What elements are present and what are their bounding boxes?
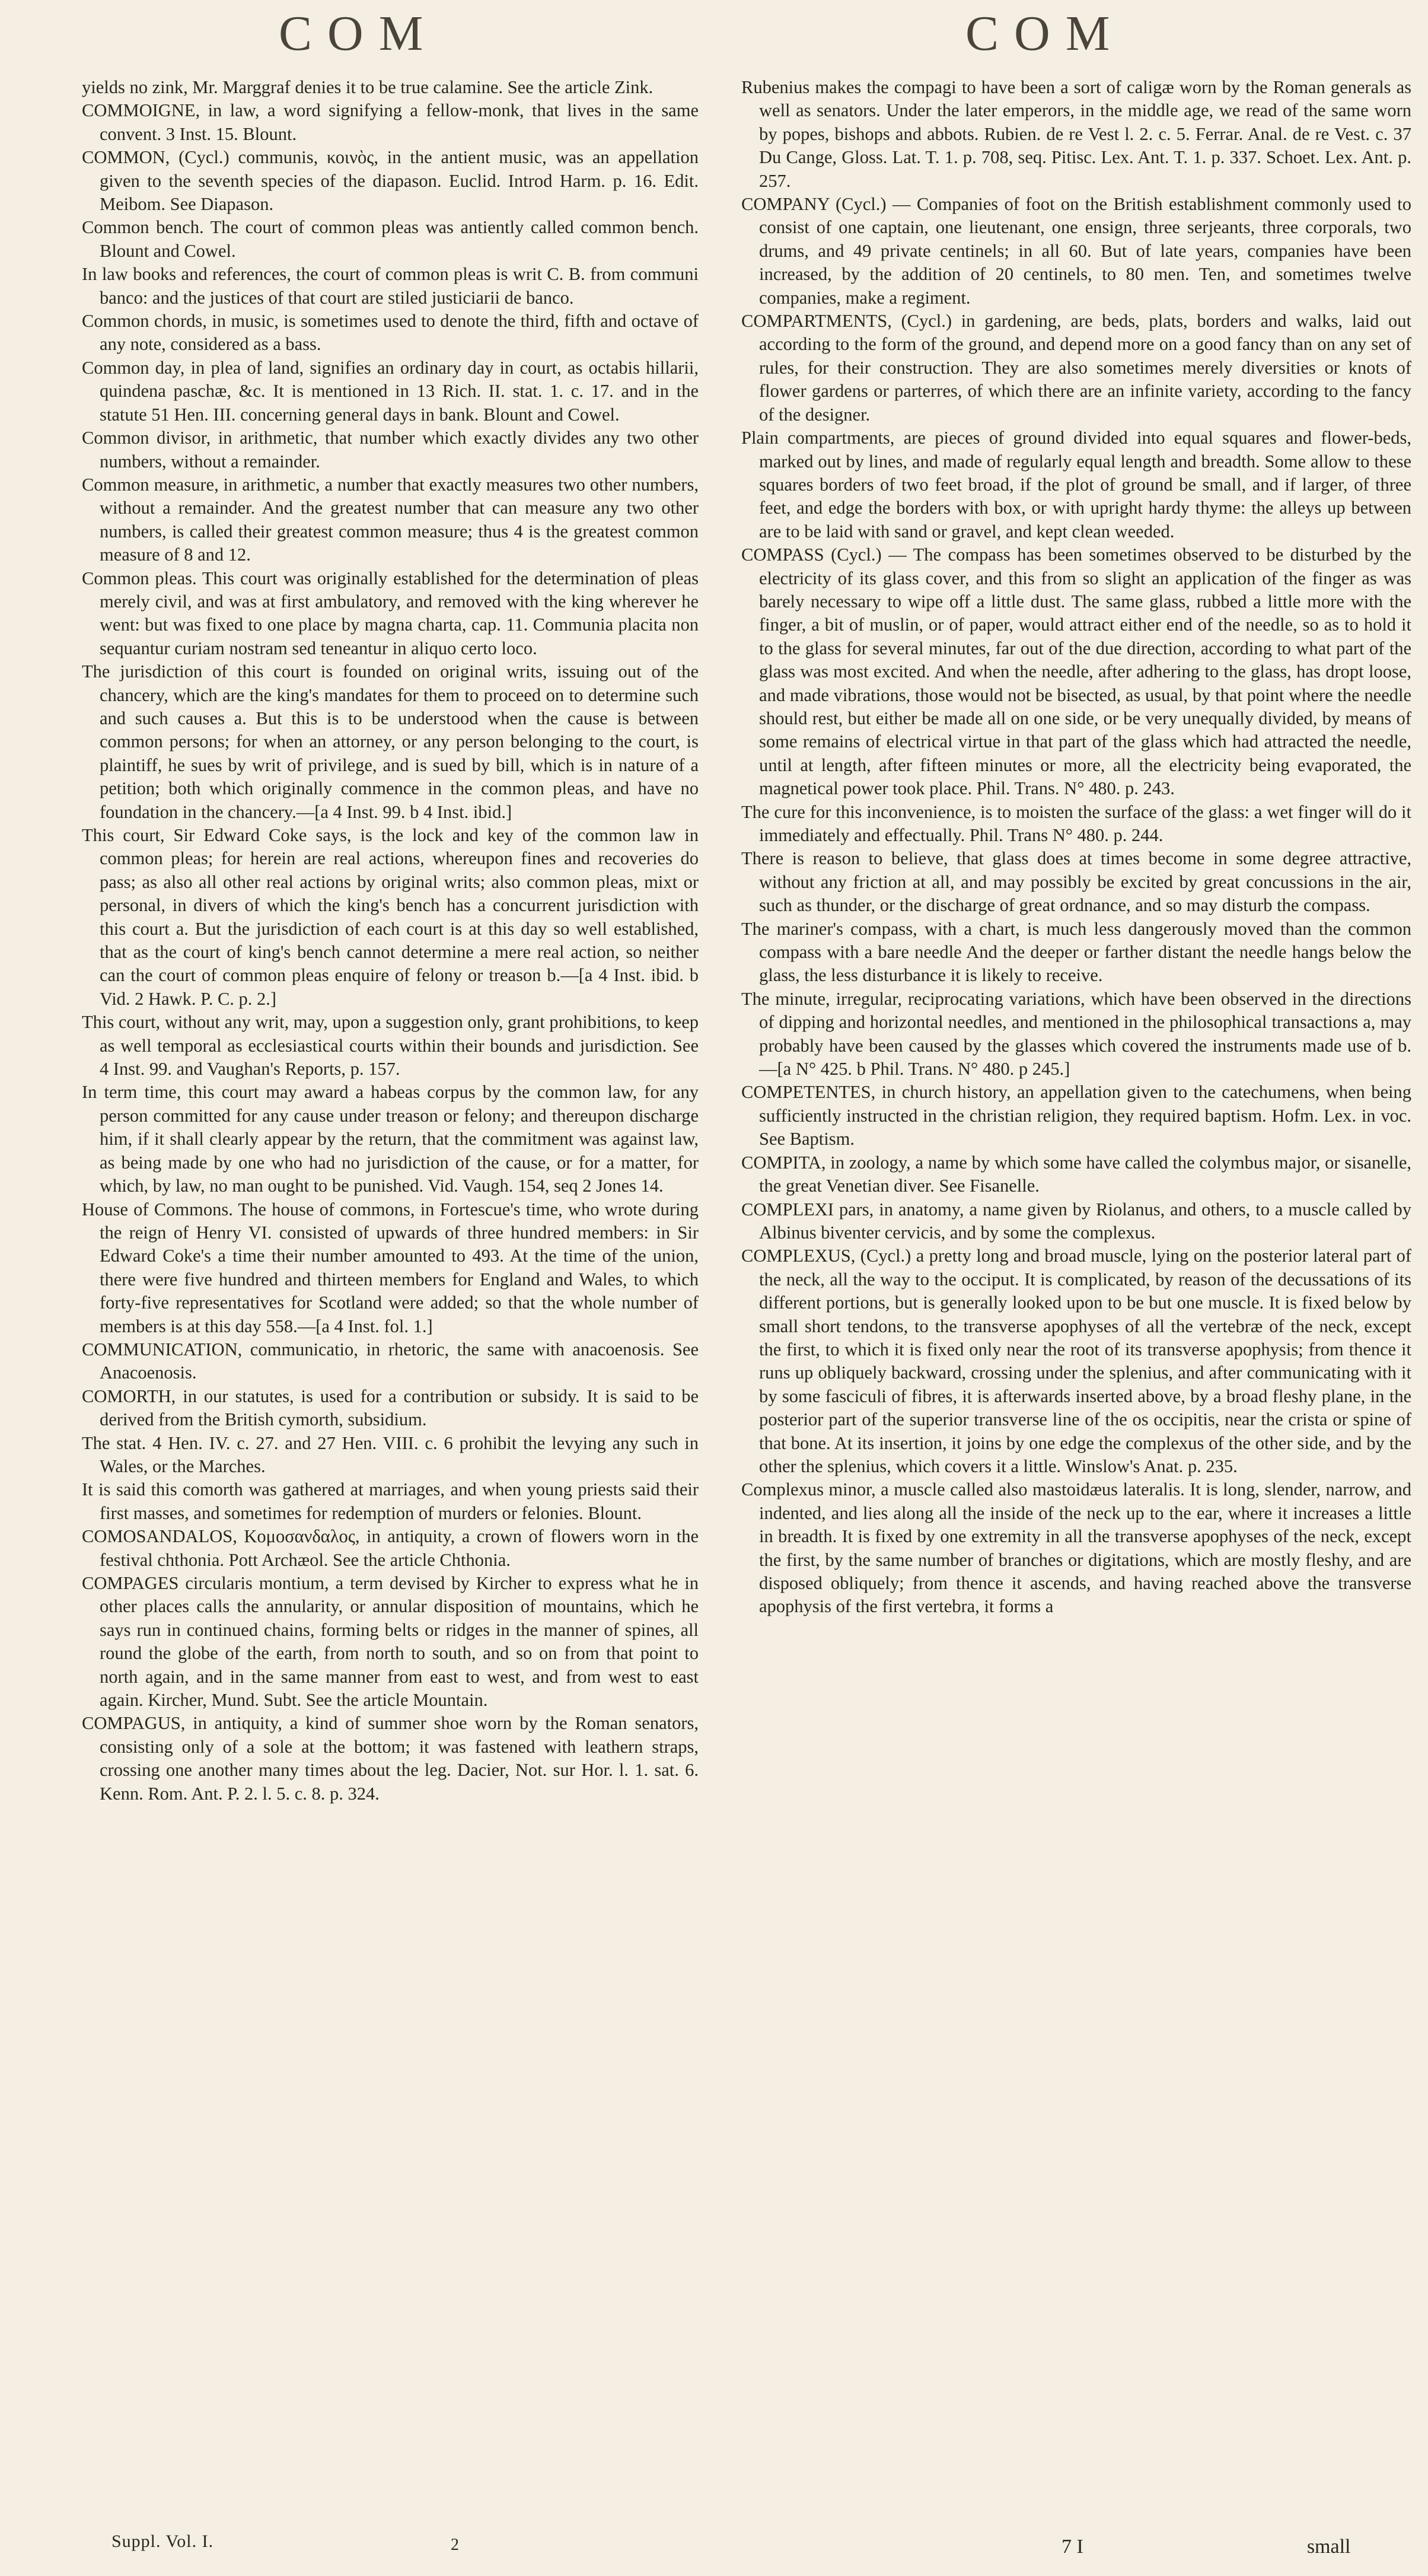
entry-paragraph: Complexus minor, a muscle called also mastoidæus lateralis. It is long, slender, narrow, and indented, and lies along all the inside of the neck up to the ear, where it increases a little in breadth. It is fixed by one extremity in all the transverse apophyses of the neck, except the first, by the same number of branches or digitations, which are mostly fleshy, and are disposed obliquely; from thence it ascends, and having reached above the transverse apophysis of the first vertebra, it forms a — [741, 1479, 1411, 1617]
entry-paragraph: COMORTH, in our statutes, is used for a contribution or subsidy. It is said to be derived from the British cymorth, subsidium. — [82, 1386, 699, 1430]
entry-paragraph: yields no zink, Mr. Marggraf denies it to be true calamine. See the article Zink. — [82, 77, 654, 97]
entry-paragraph: COMPLEXUS, (Cycl.) a pretty long and broad muscle, lying on the posterior lateral part of the neck, all the way to the occiput. It is complicated, by reason of the decussations of its different portions, but is generally looked upon to be but one muscle. It is fixed below by small short tendons, to the transverse apophyses of all the vertebræ of the neck, except the first, to which it is fixed only near the root of its transverse apophysis; from thence it runs up obliquely backward, crossing under the splenius, and after communicating with it by some fasciculi of fibres, it is afterwards inserted above, by a broad fleshy plane, in the posterior part of the superior transverse line of the os occipitis, near the crista or spine of that bone. At its insertion, it joins by one edge the complexus of the other side, and by the other the splenius, which covers it a little. Winslow's Anat. p. 235. — [741, 1246, 1411, 1476]
entry-paragraph: COMOSANDALOS, Κομοσανδαλος, in antiquity, a crown of flowers worn in the festival chthonia. Pott Archæol. See the article Chthonia. — [82, 1526, 699, 1570]
entry-paragraph: Plain compartments, are pieces of ground divided into equal squares and flower-beds, marked out by lines, and made of regularly equal length and breadth. Some allow to these squares borders of two feet broad, if the plot of ground be small, and if larger, of three feet, and edge the borders with box, or with upright hardy thyme: the alleys up between are to be laid with sand or gravel, and kept clean weeded. — [741, 428, 1411, 542]
entry-paragraph: The minute, irregular, reciprocating variations, which have been observed in the directions of dipping and horizontal needles, and mentioned in the philosophical transactions a, may probably have been caused by the glasses which covered the instruments made use of b.—[a N° 425. b Phil. Trans. N° 480. p 245.] — [741, 988, 1411, 1080]
center-mark: 2 — [451, 2536, 459, 2554]
running-head-left: COM — [279, 6, 439, 61]
entry-paragraph: The stat. 4 Hen. IV. c. 27. and 27 Hen. VIII. c. 6 prohibit the levying any such in Wales, or the Marches. — [82, 1432, 699, 1476]
entry-paragraph: COMPASS (Cycl.) — The compass has been sometimes observed to be disturbed by the electricity of its glass cover, and this from so slight an application of the finger as was barely necessary to wipe off a little dust. The same glass, rubbed a little more with the finger, a bit of muslin, or of paper, would attract either end of the needle, so as to hold it to the glass for several minutes, far out of the due direction, according to what part of the glass was most excited. And when the needle, after adhering to the glass, has dropt loose, and made vibrations, those would not be bisected, as usual, by that point where the needle should rest, but either be made all on one side, or be very unequally divided, by means of some remains of electrical virtue in that part of the glass which had attracted the needle, until at length, after fifteen minutes or more, all the electricity being evaporated, the magnetical power took place. Phil. Trans. N° 480. p. 243. — [741, 545, 1411, 799]
entry-paragraph: COMMON, (Cycl.) communis, κοινὸς, in the antient music, was an appellation given to the seventh species of the diapason. Euclid. Introd Harm. p. 16. Edit. Meibom. See Diapason. — [82, 147, 699, 215]
entry-paragraph: COMPITA, in zoology, a name by which some have called the colymbus major, or sisanelle, the great Venetian diver. See Fisanelle. — [741, 1152, 1411, 1196]
entry-paragraph: COMPLEXI pars, in anatomy, a name given by Riolanus, and others, to a muscle called by Albinus biventer cervicis, and by some the complexus. — [741, 1199, 1411, 1243]
entry-paragraph: Common day, in plea of land, signifies an ordinary day in court, as octabis hillarii, quindena paschæ, &c. It is mentioned in 13 Rich. II. stat. 1. c. 17. and in the statute 51 Hen. III. concerning general days in bank. Blount and Cowel. — [82, 357, 699, 425]
entry-paragraph: This court, without any writ, may, upon a suggestion only, grant prohibitions, to keep as well temporal as ecclesiastical courts within their bounds and jurisdiction. See 4 Inst. 99. and Vaughan's Reports, p. 157. — [82, 1012, 699, 1080]
entry-paragraph: COMMUNICATION, communicatio, in rhetoric, the same with anacoenosis. See Anacoenosis. — [82, 1339, 699, 1383]
entry-paragraph: Rubenius makes the compagi to have been a sort of caligæ worn by the Roman generals as well as senators. Under the later emperors, in the middle age, we read of the same worn by popes, bishops and abbots. Rubien. de re Vest l. 2. c. 5. Ferrar. Anal. de re Vest. c. 37 Du Cange, Gloss. Lat. T. 1. p. 708, seq. Pitisc. Lex. Ant. T. 1. p. 337. Schoet. Lex. Ant. p. 257. — [741, 77, 1411, 191]
page-marker: 7 I — [1062, 2536, 1083, 2558]
entry-paragraph: COMPAGUS, in antiquity, a kind of summer shoe worn by the Roman senators, consisting only of a sole at the bottom; it was fastened with leathern straps, crossing one another many times about the leg. Dacier, Not. sur Hor. l. 1. sat. 6. Kenn. Rom. Ant. P. 2. l. 5. c. 8. p. 324. — [82, 1713, 699, 1804]
entry-paragraph: In law books and references, the court of common pleas is writ C. B. from communi banco: and the justices of that court are stiled justiciarii de banco. — [82, 264, 699, 308]
right-column — [741, 76, 1411, 1619]
entry-paragraph: Common pleas. This court was originally established for the determination of pleas merely civil, and was at first ambulatory, and removed with the king wherever he went: but was fixed to one place by magna charta, cap. 11. Communia placita non sequantur curiam nostram sed teneantur in aliquo certo loco. — [82, 568, 699, 658]
entry-paragraph: The cure for this inconvenience, is to moisten the surface of the glass: a wet finger will do it immediately and effectually. Phil. Trans N° 480. p. 244. — [741, 801, 1411, 845]
entry-paragraph: COMPARTMENTS, (Cycl.) in gardening, are beds, plats, borders and walks, laid out according to the form of the ground, and depend more on a good fancy than on any set of rules, for their construction. They are also sometimes merely diversities or knots of flower gardens or parterres, of which there are an infinite variety, according to the fancy of the designer. — [741, 311, 1411, 425]
entry-paragraph: This court, Sir Edward Coke says, is the lock and key of the common law in common pleas; for herein are real actions, whereupon fines and recoveries do pass; as also all other real actions by original writs; also common pleas, mixt or personal, in divers of which the king's bench has a concurrent jurisdiction with this court a. But the jurisdiction of each court is at this day so well established, that as the court of king's bench cannot determine a mere real action, so neither can the court of common pleas enquire of felony or treason b.—[a 4 Inst. ibid. b Vid. 2 Hawk. P. C. p. 2.] — [82, 825, 699, 1009]
entry-paragraph: COMPAGES circularis montium, a term devised by Kircher to express what he in other places calls the annularity, or annular disposition of mountains, which he says run in continued chains, forming belts or ridges in the manner of spines, all round the globe of the earth, from north to south, and so on from that point to north again, and in the same manner from east to west, and from west to east again. Kircher, Mund. Subt. See the article Mountain. — [82, 1573, 699, 1711]
signature-mark: Suppl. Vol. I. — [111, 2532, 214, 2551]
page-marker-and-catchword — [1062, 2536, 1351, 2558]
left-column — [82, 76, 699, 1806]
entry-paragraph: Common chords, in music, is sometimes used to denote the third, fifth and octave of any note, considered as a bass. — [82, 311, 699, 355]
catchword: small — [1306, 2536, 1351, 2558]
entry-paragraph: The jurisdiction of this court is founded on original writs, issuing out of the chancery, which are the king's mandates for them to proceed on to determine such and such causes a. But this is to be understood when the cause is between common persons; for when an attorney, or any person belonging to the court, is plaintiff, he sues by writ of privilege, and is sued by bill, which is in nature of a petition; both which originally commence in the common pleas, and have no foundation in the chancery.—[a 4 Inst. 99. b 4 Inst. ibid.] — [82, 661, 699, 822]
running-head-right: COM — [965, 6, 1126, 61]
entry-paragraph: Common bench. The court of common pleas was antiently called common bench. Blount and Cowel. — [82, 217, 699, 261]
entry-paragraph: House of Commons. The house of commons, in Fortescue's time, who wrote during the reign of Henry VI. consisted of upwards of three hundred members: in Sir Edward Coke's a time their number amounted to 493. At the time of the union, there were five hundred and thirteen members for England and Wales, to which forty-five representatives for Scotland were added; so that the whole number of members is at this day 558.—[a 4 Inst. fol. 1.] — [82, 1199, 699, 1336]
entry-paragraph: It is said this comorth was gathered at marriages, and when young priests said their first masses, and sometimes for redemption of murders or felonies. Blount. — [82, 1479, 699, 1523]
entry-paragraph: In term time, this court may award a habeas corpus by the common law, for any person committed for any cause under treason or felony; and thereupon discharge him, if it shall clearly appear by the return, that the commitment was against law, as being made by one who had no jurisdiction of the cause, or for a matter, for which, by law, no man ought to be punished. Vid. Vaugh. 154, seq 2 Jones 14. — [82, 1082, 699, 1196]
entry-paragraph: COMMOIGNE, in law, a word signifying a fellow-monk, that lives in the same convent. 3 Inst. 15. Blount. — [82, 100, 699, 144]
entry-paragraph: Common divisor, in arithmetic, that number which exactly divides any two other numbers, without a remainder. — [82, 428, 699, 472]
entry-paragraph: COMPETENTES, in church history, an appellation given to the catechumens, when being sufficiently instructed in the christian religion, they required baptism. Hofm. Lex. in voc. See Baptism. — [741, 1082, 1411, 1150]
entry-paragraph: COMPANY (Cycl.) — Companies of foot on the British establishment commonly used to consist of one captain, one lieutenant, one ensign, three serjeants, three corporals, two drums, and 49 private centinels; in all 60. But of late years, companies have been increased, by the addition of 20 centinels, to 80 men. Ten, and sometimes twelve companies, make a regiment. — [741, 194, 1411, 308]
entry-paragraph: Common measure, in arithmetic, a number that exactly measures two other numbers, without a remainder. And the greatest number that can measure any two other numbers, is called their greatest common measure; thus 4 is the greatest common measure of 8 and 12. — [82, 474, 699, 565]
entry-paragraph: The mariner's compass, with a chart, is much less dangerously moved than the common compass with a bare needle And the deeper or farther distant the needle hangs below the glass, the less disturbance it is likely to receive. — [741, 918, 1411, 986]
entry-paragraph: There is reason to believe, that glass does at times become in some degree attractive, without any friction at all, and may possibly be excited by great concussions in the air, such as thunder, or the discharge of great ordnance, and so may disturb the compass. — [741, 848, 1411, 916]
